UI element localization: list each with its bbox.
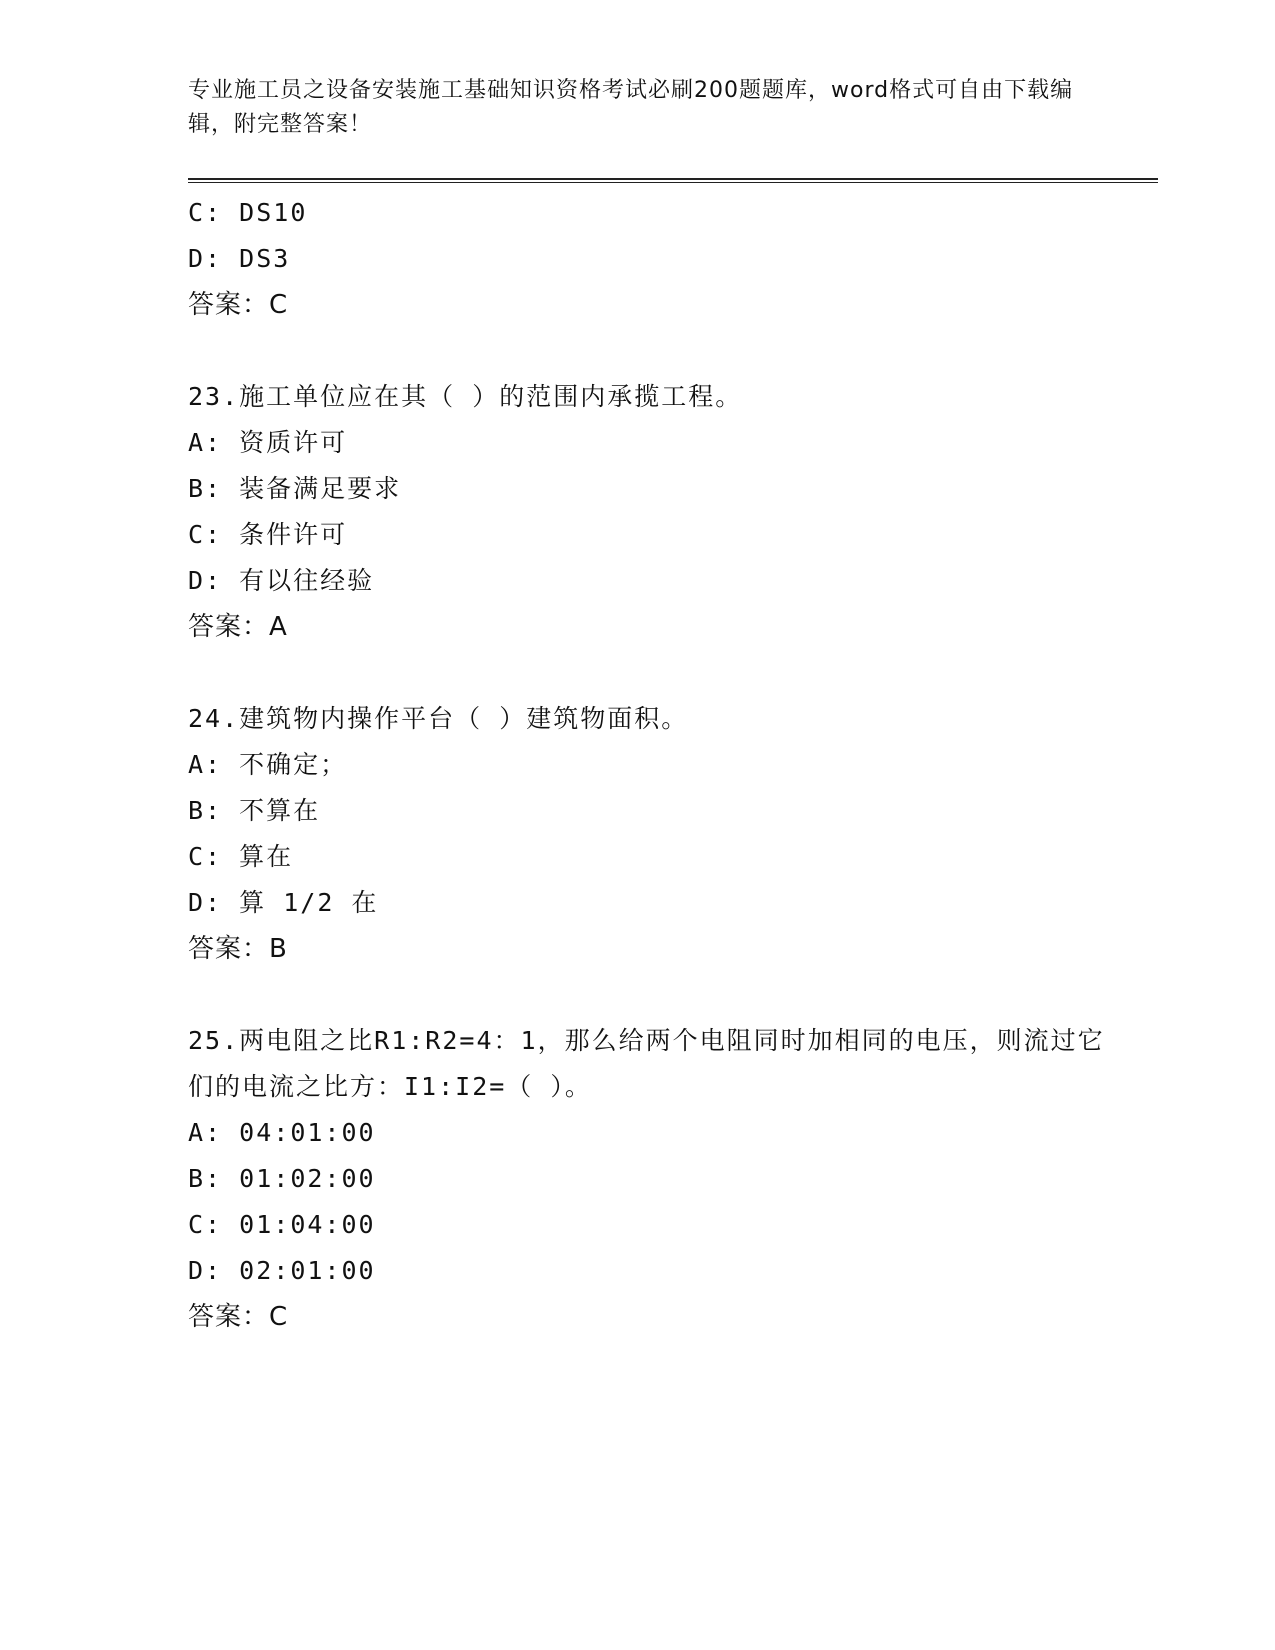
question-25-block [188,1018,1108,1340]
question-stem: 24.建筑物内操作平台（ ）建筑物面积。 [188,704,689,733]
option-text: 01:02:00 [239,1164,376,1193]
answer-line: 答案：B [188,934,288,964]
question-23-block [188,374,1108,650]
option-label: B: [188,474,223,503]
option-text: DS3 [239,244,291,273]
option-text: 算在 [239,842,294,871]
option-d [188,1248,1108,1294]
option-label: A: [188,750,223,779]
option-d [188,880,1108,926]
option-a [188,420,1108,466]
option-a [188,742,1108,788]
option-label: D: [188,1256,223,1285]
option-label: D: [188,888,223,917]
option-text: 02:01:00 [239,1256,376,1285]
option-label: C: [188,842,223,871]
option-text: 不算在 [239,796,321,825]
option-b [188,788,1108,834]
page-header-title: 专业施工员之设备安装施工基础知识资格考试必刷200题题库，word格式可自由下载编辑，附完整答案！ [188,78,1074,137]
answer-line: 答案：C [188,290,289,320]
option-text: 01:04:00 [239,1210,376,1239]
option-text: DS10 [239,198,308,227]
header-divider-thin [188,182,1158,183]
prev-question-block [188,190,1108,328]
option-label: C: [188,520,223,549]
option-text: 条件许可 [239,520,348,549]
option-text: 算 1/2 在 [239,888,379,917]
option-label: B: [188,1164,223,1193]
option-text: 不确定； [239,750,348,779]
question-24-block [188,696,1108,972]
answer-line: 答案：A [188,612,288,642]
question-stem: 23.施工单位应在其（ ）的范围内承揽工程。 [188,382,743,411]
question-stem: 25.两电阻之比R1:R2=4：1，那么给两个电阻同时加相同的电压，则流过它们的电流之比方：I1:I2=（ ）。 [188,1026,1105,1101]
option-label: D: [188,566,223,595]
option-c [188,512,1108,558]
option-text: 04:01:00 [239,1118,376,1147]
question-content [188,190,1108,1340]
header-divider [188,178,1158,180]
option-c [188,190,1108,236]
option-label: A: [188,1118,223,1147]
option-b [188,1156,1108,1202]
option-text: 有以往经验 [239,566,375,595]
option-d [188,558,1108,604]
option-label: C: [188,1210,223,1239]
option-b [188,466,1108,512]
option-d [188,236,1108,282]
option-label: D: [188,244,223,273]
option-label: A: [188,428,223,457]
option-a [188,1110,1108,1156]
option-text: 资质许可 [239,428,348,457]
option-c [188,1202,1108,1248]
option-label: B: [188,796,223,825]
option-text: 装备满足要求 [239,474,402,503]
option-label: C: [188,198,223,227]
answer-line: 答案：C [188,1302,289,1332]
option-c [188,834,1108,880]
